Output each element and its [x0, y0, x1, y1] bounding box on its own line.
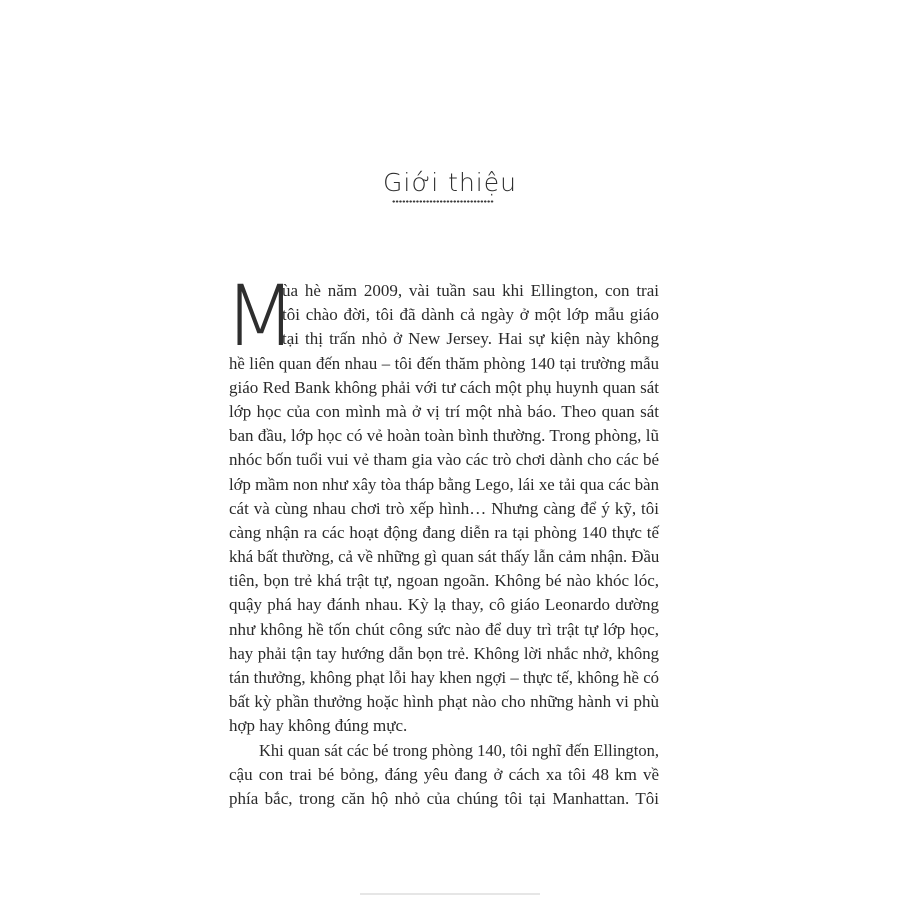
- text-line: nhóc bốn tuổi vui vẻ tham gia vào các trò chơi dành cho các bé: [229, 450, 659, 470]
- text-line: lớp học của con mình mà ở vị trí một nhà báo. Theo quan sát: [229, 401, 659, 421]
- text-line: phía bắc, trong căn hộ nhỏ của chúng tôi tại Manhattan. Tôi: [229, 788, 659, 808]
- page-edge-shadow: [360, 893, 540, 895]
- text-line: tiên, bọn trẻ khá trật tự, ngoan ngoãn. Không bé nào khóc lóc,: [229, 571, 659, 591]
- text-line: như không hề tốn chút công sức nào để duy trì trật tự lớp học,: [229, 619, 659, 639]
- body-text: [224, 267, 660, 811]
- text-line: Khi quan sát các bé trong phòng 140, tôi nghĩ đến Ellington,: [259, 740, 659, 760]
- text-line: ùa hè năm 2009, vài tuần sau khi Ellington, con trai: [282, 281, 659, 300]
- title-dotted-underline: [392, 200, 494, 203]
- drop-cap: M: [224, 267, 297, 365]
- text-line: khá bất thường, cả về những gì quan sát thấy lẫn cảm nhận. Đầu: [229, 547, 660, 567]
- text-line: quậy phá hay đánh nhau. Kỳ lạ thay, cô giáo Leonardo dường: [229, 595, 659, 615]
- text-line: tán thưởng, không phạt lỗi hay khen ngợi – thực tế, không hề có: [229, 668, 659, 687]
- text-line: giáo Red Bank không phải với tư cách một phụ huynh quan sát: [229, 377, 659, 397]
- text-line: cậu con trai bé bỏng, đáng yêu đang ở cách xa tôi 48 km về: [229, 764, 659, 784]
- text-line: lớp mầm non như xây tòa tháp bằng Lego, lái xe tải qua các bàn: [229, 474, 659, 494]
- chapter-title: Giới thiệu: [383, 168, 517, 197]
- text-line: ban đầu, lớp học có vẻ hoàn toàn bình thường. Trong phòng, lũ: [229, 426, 659, 446]
- text-line: hề liên quan đến nhau – tôi đến thăm phòng 140 tại trường mẫu: [229, 353, 659, 373]
- text-line: càng nhận ra các hoạt động đang diễn ra tại phòng 140 thực tế: [229, 522, 659, 542]
- text-line: tôi chào đời, tôi đã dành cả ngày ở một lớp mẫu giáo: [282, 305, 659, 325]
- text-line: tại thị trấn nhỏ ở New Jersey. Hai sự kiện này không: [282, 329, 659, 349]
- text-line: hợp hay không đúng mực.: [229, 716, 408, 736]
- text-line: bất kỳ phần thưởng hoặc hình phạt nào cho những hành vi phù: [229, 692, 659, 712]
- text-line: hay phải tận tay hướng dẫn bọn trẻ. Không lời nhắc nhở, không: [229, 643, 659, 663]
- text-line: cát và cùng nhau chơi trò xếp hình… Nhưng càng để ý kỹ, tôi: [229, 498, 659, 518]
